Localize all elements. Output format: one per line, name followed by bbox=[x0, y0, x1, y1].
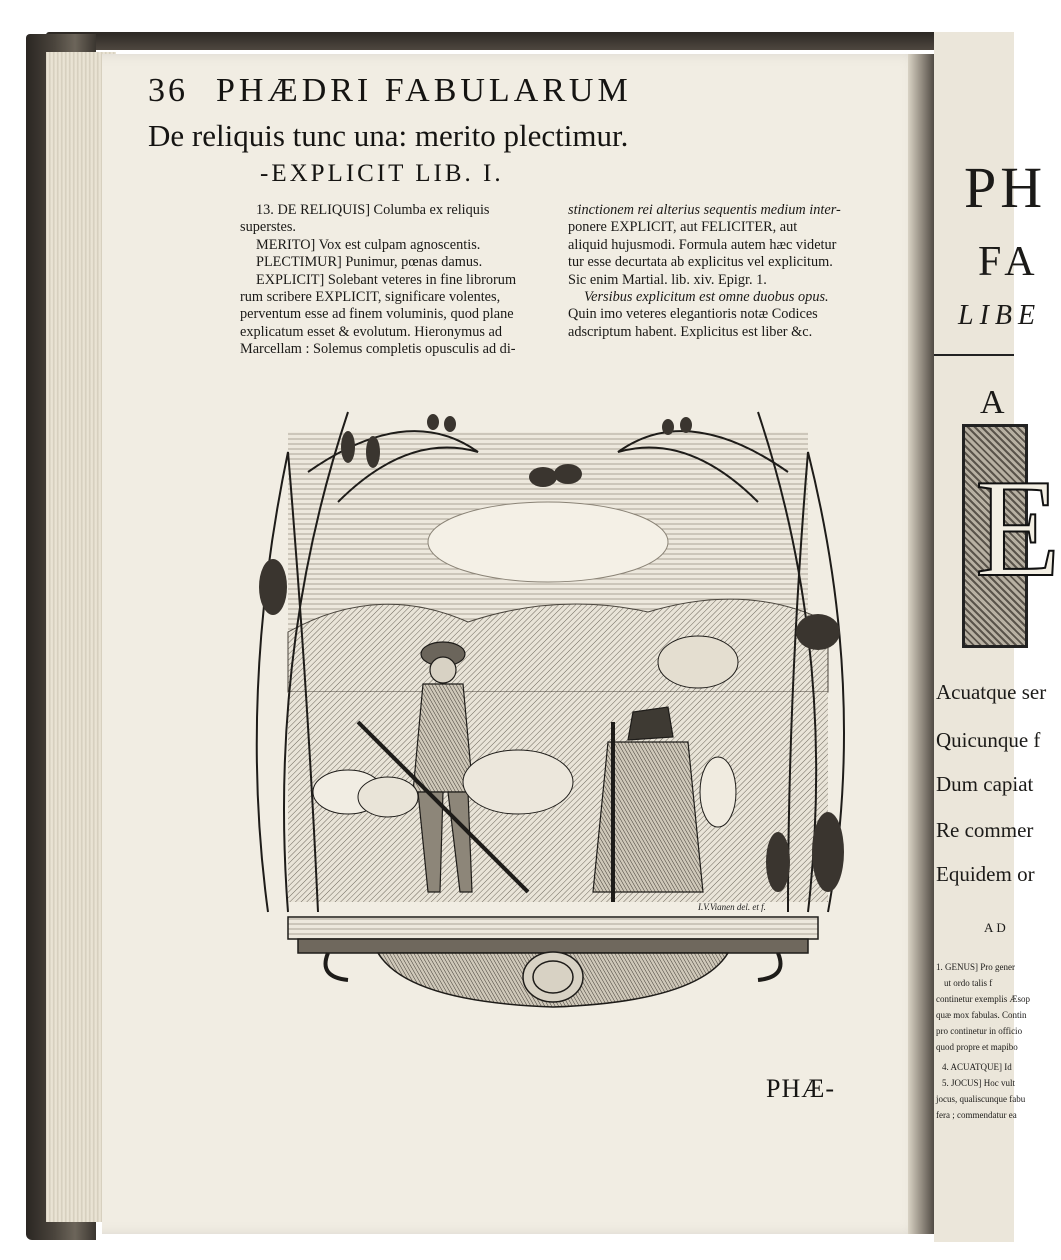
page-number: 36 bbox=[148, 72, 188, 109]
right-note-line: pro continetur in officio bbox=[936, 1026, 1023, 1036]
note-line: adscriptum habent. Explicitus est liber &c. bbox=[568, 323, 813, 340]
note-line: Versibus explicitum est omne duobus opus. bbox=[584, 289, 829, 306]
right-page bbox=[934, 32, 1061, 1242]
engraving-signature: I.V.Vianen del. et f. bbox=[698, 902, 766, 912]
note-line: 13. DE RELIQUIS] Columba ex reliquis bbox=[256, 202, 490, 218]
note-line: explicatum esset & evolutum. Hieronymus ad bbox=[240, 323, 503, 340]
right-note-line: quæ mox fabulas. Contin bbox=[936, 1010, 1027, 1020]
right-title-fragment: PH bbox=[964, 155, 1047, 220]
note-line: aliquid hujusmodi. Formula autem hæc videtur bbox=[568, 236, 837, 253]
note-line: Marcellam : Solemus completis opusculis ad di- bbox=[240, 341, 516, 358]
right-verse-line: Equidem or bbox=[936, 862, 1035, 886]
book-cover-top bbox=[46, 32, 946, 50]
right-rule bbox=[934, 354, 1014, 356]
running-header bbox=[148, 72, 868, 112]
note-line: PLECTIMUR] Punimur, pœnas damus. bbox=[256, 254, 483, 271]
right-subtitle-fragment: FA bbox=[978, 239, 1041, 285]
note-line: perventum esse ad finem voluminis, quod plane bbox=[240, 306, 514, 323]
right-ad-label: AD bbox=[984, 920, 1009, 935]
note-line: stinctionem rei alterius sequentis medium inter- bbox=[568, 202, 841, 218]
right-note-line: quod propre et mapibo bbox=[936, 1042, 1018, 1052]
right-note-line: ut ordo talis f bbox=[944, 978, 993, 988]
verse-line: De reliquis tunc una: merito plectimur. bbox=[148, 118, 629, 153]
notes-right-column bbox=[568, 202, 883, 341]
right-heading-letter: A bbox=[980, 384, 1005, 421]
note-line: rum scribere EXPLICIT, significare volentes, bbox=[240, 289, 501, 306]
explicit-line: -EXPLICIT LIB. I. bbox=[260, 160, 504, 187]
initial-letter: E bbox=[975, 451, 1061, 606]
right-verse-line: Re commer bbox=[936, 818, 1034, 842]
right-note-line: jocus, qualiscunque fabu bbox=[936, 1094, 1026, 1104]
right-verse-line: Dum capiat bbox=[936, 772, 1034, 796]
note-line: EXPLICIT] Solebant veteres in fine librorum bbox=[256, 271, 517, 288]
right-verse-line: Quicunque f bbox=[936, 728, 1041, 752]
catchword: PHÆ- bbox=[766, 1074, 836, 1103]
note-line: superstes. bbox=[240, 219, 296, 236]
notes-left-column bbox=[240, 202, 558, 359]
right-note-line: continetur exemplis Æsop bbox=[936, 994, 1030, 1004]
note-line: Sic enim Martial. lib. xiv. Epigr. 1. bbox=[568, 271, 767, 288]
right-liber-fragment: LIBE bbox=[958, 300, 1042, 331]
note-line: MERITO] Vox est culpam agnoscentis. bbox=[256, 236, 481, 253]
right-note-line: 1. GENUS] Pro gener bbox=[936, 962, 1015, 972]
note-line: Quin imo veteres elegantioris notæ Codices bbox=[568, 306, 818, 323]
running-title: PHÆDRI FABULARUM bbox=[216, 72, 632, 109]
note-line: ponere EXPLICIT, aut FELICITER, aut bbox=[568, 219, 798, 236]
right-note-line: 4. ACUATQUE] Id bbox=[942, 1062, 1012, 1072]
right-note-line: fera ; commendatur ea bbox=[936, 1110, 1017, 1120]
note-line: tur esse decurtata ab explicitus vel explicitum. bbox=[568, 254, 833, 271]
right-note-line: 5. JOCUS] Hoc vult bbox=[942, 1078, 1016, 1088]
engraving-cloud bbox=[428, 502, 668, 582]
decorated-initial bbox=[962, 424, 1061, 648]
engraving-pedestal bbox=[288, 917, 818, 1007]
engraving-hills bbox=[288, 599, 828, 692]
engraving-illustration bbox=[228, 392, 878, 1012]
right-verse-line: Acuatque ser bbox=[936, 680, 1047, 704]
